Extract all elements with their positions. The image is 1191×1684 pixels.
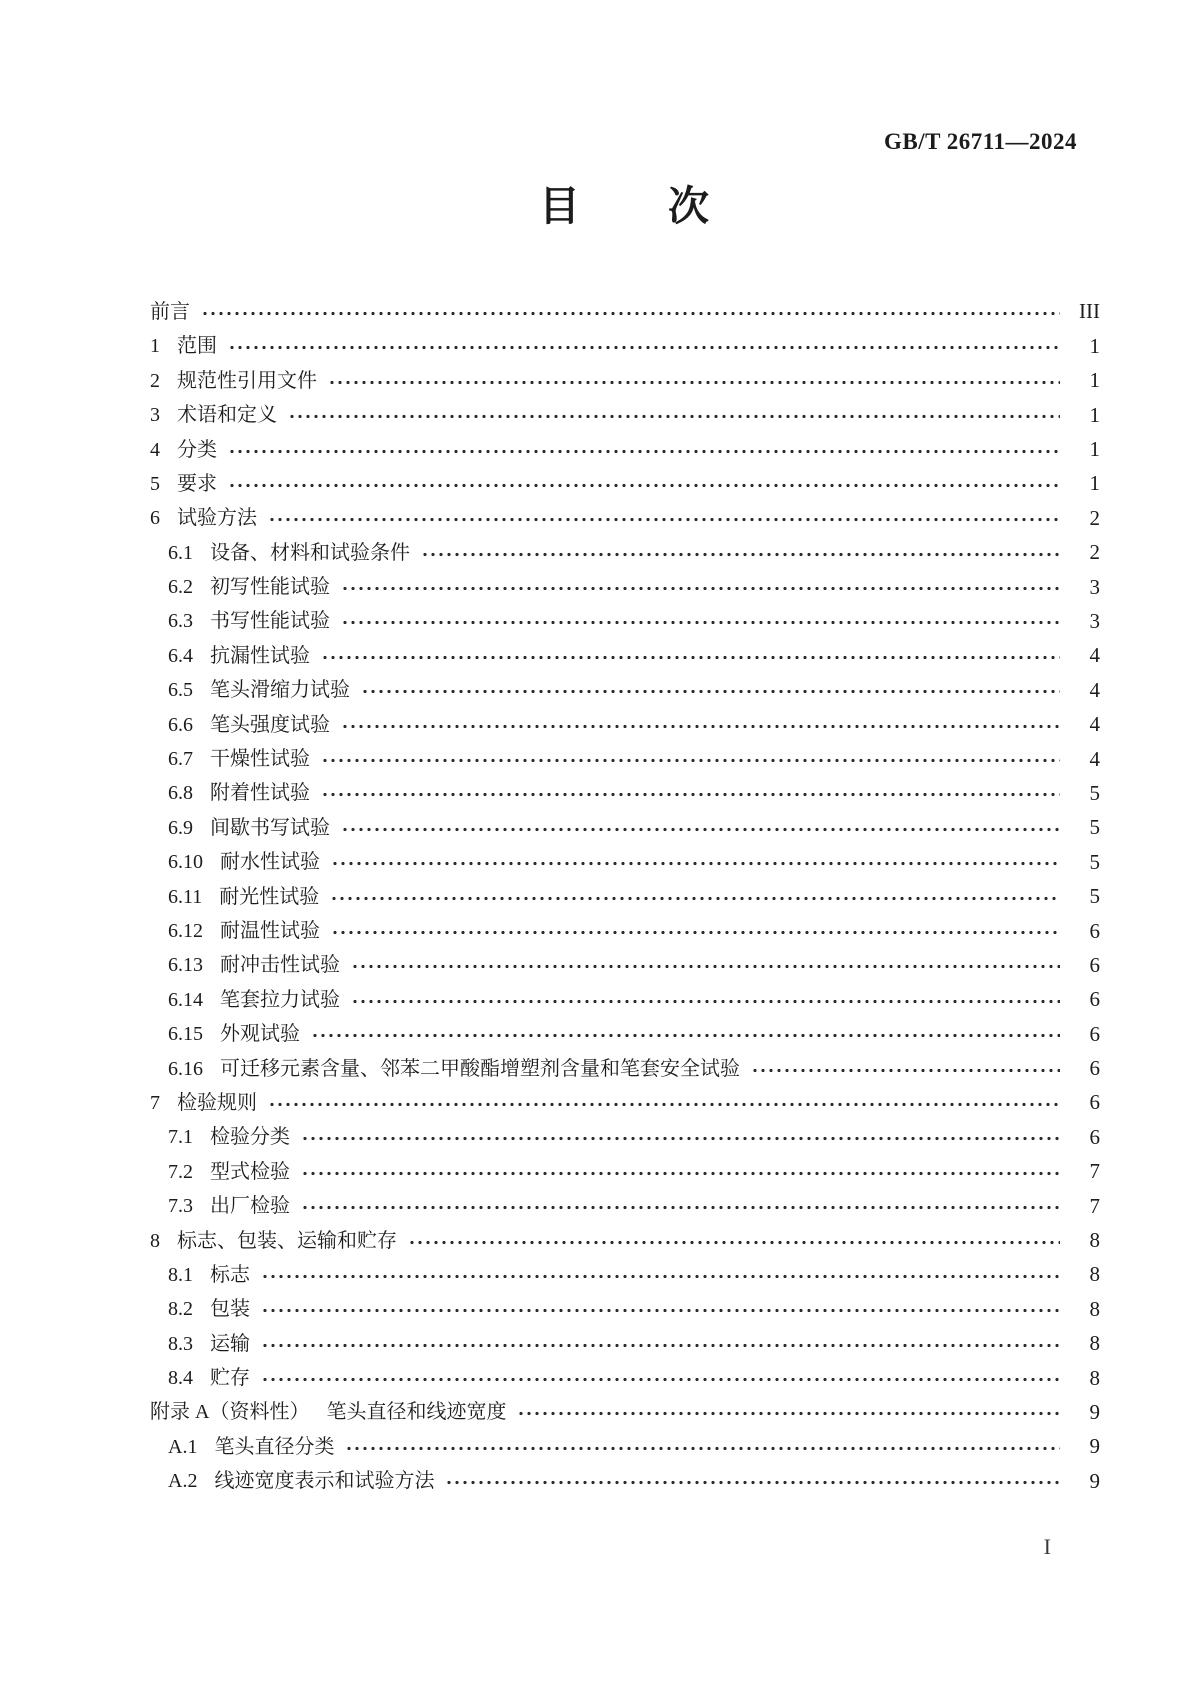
toc-entry-number: A.1 [168, 1435, 198, 1458]
dot-leader-icon [263, 1274, 1060, 1279]
toc-entry-page: 4 [1089, 643, 1100, 668]
toc-entry-page: 5 [1089, 884, 1100, 909]
toc-row [150, 1430, 1100, 1464]
toc-row [150, 467, 1100, 501]
toc-row [150, 1361, 1100, 1395]
toc-entry-page: 7 [1089, 1193, 1100, 1218]
toc-row [150, 639, 1100, 673]
toc-entry-number: 2 [150, 369, 160, 392]
toc-row [150, 604, 1100, 638]
toc-entry-page: 8 [1089, 1365, 1100, 1390]
toc-entry-label: 笔头滑缩力试验 [210, 679, 350, 702]
toc-entry-number: 7 [150, 1091, 160, 1114]
toc-entry-label: 耐温性试验 [220, 920, 320, 942]
toc-row [150, 398, 1100, 432]
toc-entry-label: 试验方法 [177, 507, 257, 530]
toc-entry-page: 4 [1089, 746, 1100, 771]
toc-entry-number: 6.10 [168, 851, 203, 874]
dot-leader-icon [263, 1377, 1060, 1382]
toc-row [150, 914, 1100, 948]
toc-entry-number: 4 [150, 438, 160, 461]
toc-row [150, 1051, 1100, 1085]
dot-leader-icon [303, 1171, 1060, 1176]
toc-entry-page: 3 [1089, 608, 1100, 633]
dot-leader-icon [519, 1411, 1060, 1416]
toc-entry-number: 6.6 [168, 713, 193, 736]
dot-leader-icon [303, 1136, 1060, 1141]
toc-entry-label: 笔头直径分类 [214, 1435, 335, 1458]
toc-entry-number: 7.3 [168, 1195, 193, 1218]
toc-entry-number: 6.16 [168, 1057, 203, 1080]
toc-row [150, 1395, 1100, 1429]
dot-leader-icon [230, 483, 1060, 488]
toc-row [150, 432, 1100, 466]
toc-entry-page: 1 [1089, 368, 1100, 393]
toc-row [150, 742, 1100, 776]
dot-leader-icon [363, 689, 1060, 694]
toc-entry-page: 1 [1089, 437, 1100, 462]
dot-leader-icon [203, 311, 1060, 316]
toc-entry-page: 4 [1089, 677, 1100, 702]
toc-row [150, 364, 1100, 398]
toc-entry-page: 6 [1089, 1021, 1100, 1046]
toc-entry-page: 8 [1089, 1228, 1100, 1253]
toc-entry-label: 分类 [177, 438, 217, 461]
dot-leader-icon [270, 1102, 1060, 1107]
toc-entry-page: 8 [1089, 1296, 1100, 1321]
toc-entry-page: 6 [1089, 1090, 1100, 1115]
dot-leader-icon [323, 758, 1060, 763]
toc-row [150, 1327, 1100, 1361]
toc-entry-label: 笔套拉力试验 [220, 988, 340, 1011]
toc-entry-label: 可迁移元素含量、邻苯二甲酸酯增塑剂含量和笔套安全试验 [220, 1057, 740, 1080]
toc-entry-number: 6.13 [168, 954, 203, 977]
toc-row [150, 329, 1100, 363]
dot-leader-icon [330, 380, 1060, 385]
toc-entry-number: 8.3 [168, 1332, 193, 1355]
toc-entry-number: 6.2 [168, 576, 193, 599]
toc-entry-number: 1 [150, 335, 160, 358]
toc-entry-page: 2 [1089, 540, 1100, 565]
toc-entry-label: 线迹宽度表示和试验方法 [214, 1470, 435, 1493]
dot-leader-icon [230, 345, 1060, 350]
toc-entry-number: 8.4 [168, 1367, 193, 1390]
toc-row [150, 1017, 1100, 1051]
toc-row [150, 845, 1100, 879]
toc-entry-page: 1 [1089, 471, 1100, 496]
toc-entry-page: 5 [1089, 815, 1100, 840]
dot-leader-icon [263, 1308, 1060, 1313]
toc-entry-label: 范围 [177, 335, 217, 358]
toc-entry-number: 6.3 [168, 610, 193, 633]
toc-row [150, 983, 1100, 1017]
dot-leader-icon [303, 1205, 1060, 1210]
dot-leader-icon [332, 896, 1060, 901]
toc-entry-label: 标志、包装、运输和贮存 [177, 1229, 397, 1252]
toc-entry-number: 7.1 [168, 1126, 193, 1149]
toc-entry-page: 6 [1089, 1056, 1100, 1081]
toc-entry-page: 1 [1089, 402, 1100, 427]
toc-entry-page: 7 [1089, 1159, 1100, 1184]
page-number: I [1043, 1534, 1051, 1559]
toc-entry-number: 6.7 [168, 748, 193, 771]
dot-leader-icon [323, 655, 1060, 660]
toc-entry-label: 耐水性试验 [220, 851, 320, 874]
toc-entry-label: 间歇书写试验 [210, 816, 330, 839]
dot-leader-icon [753, 1068, 1060, 1073]
toc-row [150, 536, 1100, 570]
toc-entry-label: 型式检验 [210, 1160, 290, 1183]
toc-entry-number: 7.2 [168, 1160, 193, 1183]
toc-row [150, 1223, 1100, 1257]
toc-entry-page: 3 [1089, 574, 1100, 599]
toc-entry-number: 6.4 [168, 644, 193, 667]
toc-entry-label: 要求 [177, 472, 217, 495]
toc-entry-label: 耐冲击性试验 [220, 954, 340, 977]
dot-leader-icon [343, 620, 1060, 625]
dot-leader-icon [230, 449, 1060, 454]
toc-entry-label: 检验分类 [210, 1126, 290, 1149]
toc-entry-label: 附着性试验 [210, 782, 310, 805]
toc-entry-label: 初写性能试验 [210, 576, 330, 599]
toc-entry-page: 9 [1089, 1468, 1100, 1493]
dot-leader-icon [323, 792, 1060, 797]
dot-leader-icon [447, 1480, 1060, 1485]
page-title: 目 次 [539, 182, 711, 229]
toc-entry-label: 前言 [150, 300, 190, 323]
toc-entry-page: 6 [1089, 952, 1100, 977]
toc-entry-label: 干燥性试验 [210, 748, 310, 771]
toc-entry-number: 附录 A（资料性） [150, 1401, 310, 1424]
toc-entry-number: 6 [150, 507, 160, 530]
dot-leader-icon [290, 414, 1060, 419]
toc-entry-number: 3 [150, 404, 160, 427]
toc-entry-label: 检验规则 [177, 1091, 257, 1114]
toc-entry-label: 标志 [210, 1263, 250, 1286]
toc-row [150, 295, 1100, 329]
toc-row [150, 1086, 1100, 1120]
toc-entry-page: 6 [1089, 1124, 1100, 1149]
toc-entry-page: 5 [1089, 849, 1100, 874]
toc-entry-number: A.2 [168, 1470, 198, 1493]
dot-leader-icon [347, 1446, 1060, 1451]
dot-leader-icon [343, 724, 1060, 729]
toc-row [150, 570, 1100, 604]
toc-entry-number: 6.14 [168, 988, 203, 1011]
toc-entry-page: III [1079, 299, 1100, 324]
standard-number: GB/T 26711—2024 [883, 129, 1077, 154]
toc-entry-label: 书写性能试验 [210, 610, 330, 633]
dot-leader-icon [333, 861, 1060, 866]
toc-entry-page: 6 [1089, 918, 1100, 943]
toc-entry-label: 包装 [210, 1298, 250, 1321]
toc-entry-label: 规范性引用文件 [177, 369, 317, 392]
toc-entry-number: 6.15 [168, 1023, 203, 1046]
toc-row [150, 776, 1100, 810]
toc-entry-page: 2 [1089, 505, 1100, 530]
toc-row [150, 1292, 1100, 1326]
toc-entry-page: 6 [1089, 987, 1100, 1012]
dot-leader-icon [353, 964, 1060, 969]
dot-leader-icon [343, 827, 1060, 832]
toc-row [150, 673, 1100, 707]
toc-entry-number: 6.8 [168, 782, 193, 805]
toc-entry-label: 笔头强度试验 [210, 713, 330, 736]
toc-entry-page: 5 [1089, 780, 1100, 805]
toc-entry-number: 5 [150, 472, 160, 495]
dot-leader-icon [270, 517, 1060, 522]
dot-leader-icon [410, 1240, 1060, 1245]
dot-leader-icon [333, 930, 1060, 935]
toc-row [150, 1464, 1100, 1498]
toc [150, 295, 1100, 1499]
dot-leader-icon [353, 999, 1060, 1004]
toc-entry-page: 1 [1089, 333, 1100, 358]
toc-entry-label: 出厂检验 [210, 1195, 290, 1218]
toc-entry-number: 8 [150, 1229, 160, 1252]
toc-entry-label: 设备、材料和试验条件 [210, 541, 410, 564]
toc-entry-number: 8.2 [168, 1298, 193, 1321]
toc-row [150, 948, 1100, 982]
toc-entry-label: 运输 [210, 1332, 250, 1355]
toc-entry-label: 耐光性试验 [219, 885, 320, 908]
toc-row [150, 1155, 1100, 1189]
toc-entry-label: 抗漏性试验 [210, 644, 310, 667]
toc-entry-number: 6.12 [168, 920, 203, 942]
toc-row [150, 707, 1100, 741]
toc-row [150, 879, 1100, 913]
toc-row [150, 501, 1100, 535]
toc-row [150, 811, 1100, 845]
dot-leader-icon [313, 1033, 1060, 1038]
toc-entry-page: 9 [1089, 1434, 1100, 1459]
dot-leader-icon [423, 552, 1060, 557]
toc-entry-number: 6.5 [168, 679, 193, 702]
toc-entry-label: 外观试验 [220, 1023, 300, 1046]
toc-entry-page: 8 [1089, 1262, 1100, 1287]
dot-leader-icon [343, 586, 1060, 591]
toc-row [150, 1258, 1100, 1292]
toc-entry-number: 6.9 [168, 816, 193, 839]
toc-entry-number: 6.11 [168, 885, 203, 908]
toc-entry-label: 贮存 [210, 1367, 250, 1390]
toc-entry-page: 9 [1089, 1399, 1100, 1424]
dot-leader-icon [263, 1343, 1060, 1348]
toc-entry-page: 8 [1089, 1331, 1100, 1356]
toc-row [150, 1189, 1100, 1223]
toc-row [150, 1120, 1100, 1154]
toc-entry-number: 8.1 [168, 1263, 193, 1286]
toc-entry-page: 4 [1089, 712, 1100, 737]
toc-entry-label: 笔头直径和线迹宽度 [326, 1401, 507, 1424]
toc-entry-number: 6.1 [168, 541, 193, 564]
toc-entry-label: 术语和定义 [177, 404, 277, 427]
